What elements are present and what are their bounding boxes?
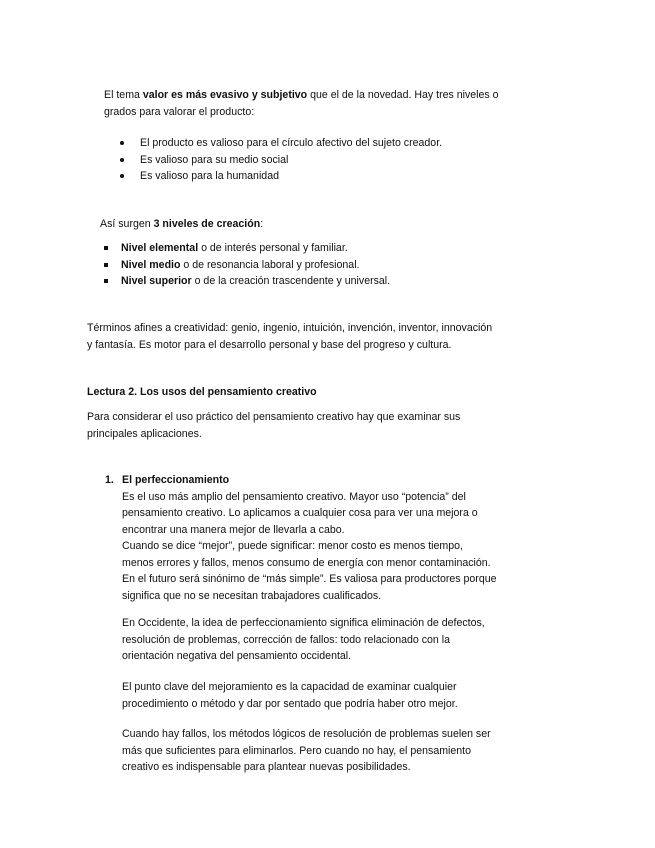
intro-bold: valor es más evasivo y subjetivo bbox=[142, 89, 308, 101]
levels-list bbox=[121, 240, 390, 290]
section-perfeccionamiento: 1. El perfeccionamiento Es el uso más amplio del pensamiento creativo. Mayor uso “potencia” del pensamiento creativo. Lo aplicamos a cualquier cosa para ver una mejora o encontrar una manera mejor de llevarla a cabo. Cuando se dice “mejor”, puede significar: menor costo es menos tiempo, menos errores y fallos, menos consumo de energía con menor contaminación. En el futuro será sinónimo de “más simple”. Es valiosa para productores porque significa que no se necesitan trabajadores cualificados. bbox=[105, 474, 497, 602]
list-item: Nivel elemental o de interés personal y familiar. bbox=[121, 240, 390, 257]
lecture-heading: Lectura 2. Los usos del pensamiento creativo bbox=[87, 386, 317, 398]
list-item: Nivel medio o de resonancia laboral y profesional. bbox=[121, 257, 390, 274]
section-number: 1. bbox=[105, 474, 114, 486]
intro-paragraph bbox=[104, 87, 499, 120]
section-heading: El perfeccionamiento bbox=[122, 474, 230, 486]
section-paragraph-4: Cuando hay fallos, los métodos lógicos de resolución de problemas suelen ser más que suficientes para eliminarlos. Pero cuando no hay, el pensamiento creativo es indispensable para plantear nuevas posibilidades. bbox=[122, 728, 491, 773]
list-item: Nivel superior o de la creación trascendente y universal. bbox=[121, 273, 390, 290]
levels-intro: Así surgen 3 niveles de creación: bbox=[100, 218, 264, 230]
section-paragraph-2: En Occidente, la idea de perfeccionamiento significa eliminación de defectos, resolución de problemas, corrección de fallos: todo relacionado con la orientación negativa del pensamiento occidental. bbox=[122, 617, 485, 662]
section-paragraph-3: El punto clave del mejoramiento es la capacidad de examinar cualquier procedimiento o método y dar por sentado que podría haber otro mejor. bbox=[122, 681, 458, 710]
intro-line-1: El tema valor es más evasivo y subjetivo que el de la novedad. Hay tres niveles o bbox=[104, 89, 499, 101]
list-item: Es valioso para su medio social bbox=[140, 152, 442, 169]
list-item: Es valioso para la humanidad bbox=[140, 168, 442, 185]
value-bullet-list bbox=[140, 135, 442, 185]
terms-paragraph: Términos afines a creatividad: genio, ingenio, intuición, invención, inventor, innovación y fantasía. Es motor para el desarrollo personal y base del progreso y cultura. bbox=[87, 322, 493, 351]
list-item: El producto es valioso para el círculo afectivo del sujeto creador. bbox=[140, 135, 442, 152]
intro-line-2: grados para valorar el producto: bbox=[104, 105, 255, 118]
lecture-paragraph: Para considerar el uso práctico del pensamiento creativo hay que examinar sus principales aplicaciones. bbox=[87, 411, 461, 440]
